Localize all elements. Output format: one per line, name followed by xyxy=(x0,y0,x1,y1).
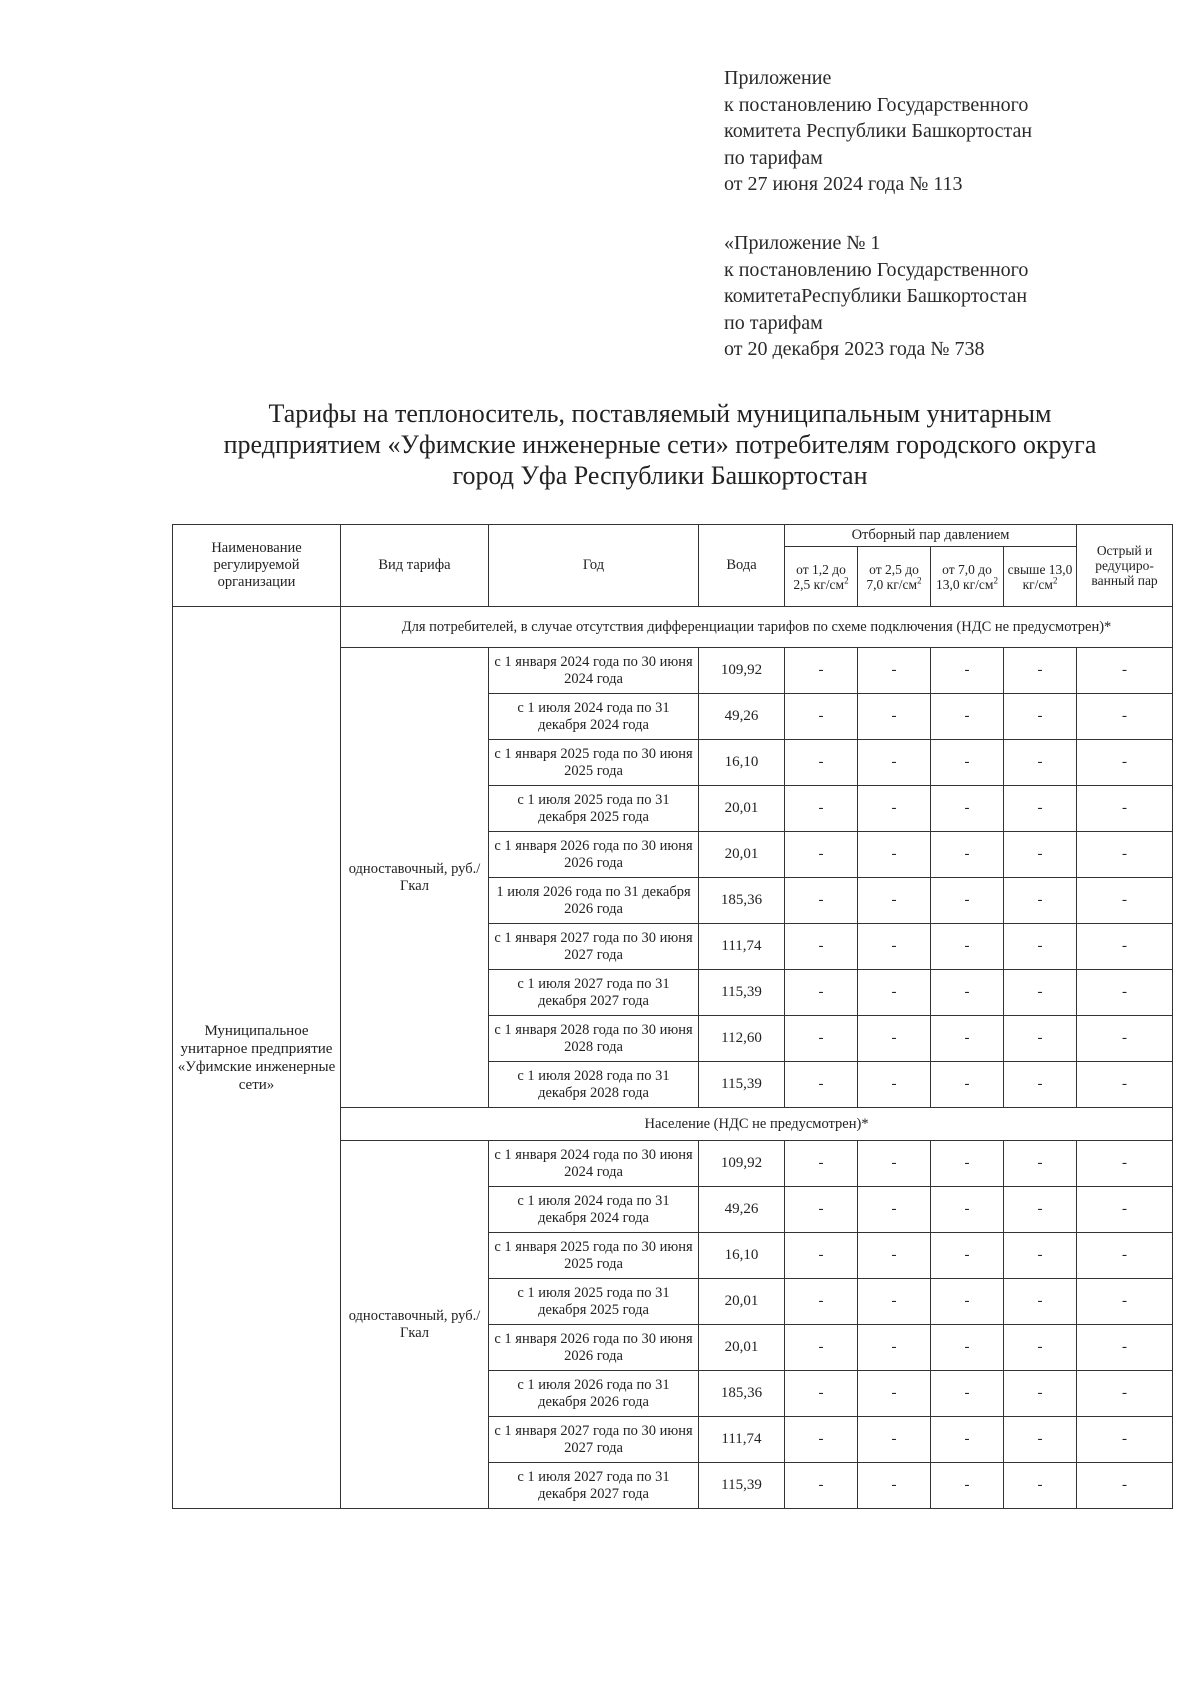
period-cell: с 1 января 2027 года по 30 июня 2027 года xyxy=(489,924,699,970)
empty-tariff-cell: - xyxy=(858,786,931,832)
empty-tariff-cell: - xyxy=(1004,1279,1077,1325)
empty-tariff-cell: - xyxy=(931,1016,1004,1062)
empty-tariff-cell: - xyxy=(785,878,858,924)
period-cell: с 1 июля 2027 года по 31 декабря 2027 года xyxy=(489,970,699,1016)
empty-tariff-cell: - xyxy=(1004,1062,1077,1108)
empty-tariff-cell: - xyxy=(931,970,1004,1016)
empty-tariff-cell: - xyxy=(858,1016,931,1062)
water-tariff-cell: 16,10 xyxy=(699,740,785,786)
period-cell: с 1 января 2025 года по 30 июня 2025 года xyxy=(489,740,699,786)
period-cell: с 1 июля 2025 года по 31 декабря 2025 года xyxy=(489,786,699,832)
period-cell: с 1 июля 2024 года по 31 декабря 2024 года xyxy=(489,694,699,740)
empty-tariff-cell: - xyxy=(1077,878,1173,924)
steam-unit: кг/см xyxy=(813,576,845,592)
empty-tariff-cell: - xyxy=(931,648,1004,694)
water-tariff-cell: 49,26 xyxy=(699,694,785,740)
appendix-line: от 27 июня 2024 года № 113 xyxy=(724,173,963,195)
empty-tariff-cell: - xyxy=(1077,832,1173,878)
header-organization: Наименование регулируемой организации xyxy=(173,525,341,607)
empty-tariff-cell: - xyxy=(785,1371,858,1417)
title-line: Тарифы на теплоноситель, поставляемый муниципальным унитарным xyxy=(268,399,1052,428)
tariff-type-cell: одноставочный, руб./Гкал xyxy=(341,648,489,1108)
empty-tariff-cell: - xyxy=(1004,924,1077,970)
empty-tariff-cell: - xyxy=(785,694,858,740)
empty-tariff-cell: - xyxy=(931,832,1004,878)
empty-tariff-cell: - xyxy=(785,1187,858,1233)
period-cell: 1 июля 2026 года по 31 декабря 2026 года xyxy=(489,878,699,924)
empty-tariff-cell: - xyxy=(1077,924,1173,970)
water-tariff-cell: 111,74 xyxy=(699,1417,785,1463)
empty-tariff-cell: - xyxy=(931,786,1004,832)
organization-name: Муниципальное унитарное предприятие «Уфимские инженерные сети» xyxy=(173,607,341,1509)
period-cell: с 1 июля 2027 года по 31 декабря 2027 года xyxy=(489,1463,699,1509)
appendix-line: к постановлению Государственного xyxy=(724,93,1029,116)
header-steam-3 xyxy=(931,547,1004,607)
period-cell: с 1 июля 2028 года по 31 декабря 2028 года xyxy=(489,1062,699,1108)
empty-tariff-cell: - xyxy=(931,1279,1004,1325)
empty-tariff-cell: - xyxy=(1004,1417,1077,1463)
empty-tariff-cell: - xyxy=(1004,694,1077,740)
empty-tariff-cell: - xyxy=(785,648,858,694)
title-line: город Уфа Республики Башкортостан xyxy=(452,461,868,490)
empty-tariff-cell: - xyxy=(785,1325,858,1371)
appendix-line: комитета Республики Башкортостан xyxy=(724,120,1033,142)
water-tariff-cell: 16,10 xyxy=(699,1233,785,1279)
empty-tariff-cell: - xyxy=(1077,970,1173,1016)
empty-tariff-cell: - xyxy=(1077,1463,1173,1509)
empty-tariff-cell: - xyxy=(785,832,858,878)
tariff-table xyxy=(172,524,1173,1509)
steam-unit: кг/см xyxy=(1022,576,1053,592)
empty-tariff-cell: - xyxy=(785,924,858,970)
empty-tariff-cell: - xyxy=(1004,648,1077,694)
period-cell: с 1 января 2025 года по 30 июня 2025 года xyxy=(489,1233,699,1279)
steam-unit-exponent: 2 xyxy=(844,575,849,585)
empty-tariff-cell: - xyxy=(858,1279,931,1325)
empty-tariff-cell: - xyxy=(931,1463,1004,1509)
period-cell: с 1 июля 2024 года по 31 декабря 2024 года xyxy=(489,1187,699,1233)
empty-tariff-cell: - xyxy=(1004,786,1077,832)
header-steam-2 xyxy=(858,547,931,607)
empty-tariff-cell: - xyxy=(858,648,931,694)
section-title: Население (НДС не предусмотрен)* xyxy=(341,1108,1173,1141)
empty-tariff-cell: - xyxy=(1004,1463,1077,1509)
water-tariff-cell: 115,39 xyxy=(699,1062,785,1108)
empty-tariff-cell: - xyxy=(931,694,1004,740)
steam-unit-exponent: 2 xyxy=(917,575,922,585)
water-tariff-cell: 20,01 xyxy=(699,786,785,832)
appendix-note-2 xyxy=(724,230,1028,363)
empty-tariff-cell: - xyxy=(1004,1233,1077,1279)
water-tariff-cell: 20,01 xyxy=(699,832,785,878)
appendix-note-1 xyxy=(724,65,1032,198)
empty-tariff-cell: - xyxy=(1077,786,1173,832)
appendix-line: Приложение xyxy=(724,67,832,89)
steam-range: от 1,2 до 2,5 xyxy=(793,561,846,592)
empty-tariff-cell: - xyxy=(931,1233,1004,1279)
water-tariff-cell: 111,74 xyxy=(699,924,785,970)
steam-range: от 7,0 до 13,0 xyxy=(936,561,992,592)
steam-unit-exponent: 2 xyxy=(993,575,998,585)
scan-speck xyxy=(1140,1625,1160,1637)
water-tariff-cell: 49,26 xyxy=(699,1187,785,1233)
period-cell: с 1 июля 2026 года по 31 декабря 2026 года xyxy=(489,1371,699,1417)
empty-tariff-cell: - xyxy=(858,1371,931,1417)
header-water: Вода xyxy=(699,525,785,607)
empty-tariff-cell: - xyxy=(1077,1325,1173,1371)
period-cell: с 1 января 2026 года по 30 июня 2026 года xyxy=(489,832,699,878)
steam-range: от 2,5 до 7,0 xyxy=(866,561,919,592)
header-steam-group: Отборный пар давлением xyxy=(785,525,1077,547)
empty-tariff-cell: - xyxy=(1077,1187,1173,1233)
empty-tariff-cell: - xyxy=(785,1016,858,1062)
empty-tariff-cell: - xyxy=(785,1141,858,1187)
appendix-line: по тарифам xyxy=(724,311,823,334)
period-cell: с 1 января 2024 года по 30 июня 2024 года xyxy=(489,648,699,694)
empty-tariff-cell: - xyxy=(1004,832,1077,878)
steam-unit: кг/см xyxy=(886,576,918,592)
empty-tariff-cell: - xyxy=(1004,1325,1077,1371)
steam-unit-exponent: 2 xyxy=(1052,575,1058,585)
water-tariff-cell: 185,36 xyxy=(699,878,785,924)
empty-tariff-cell: - xyxy=(858,1417,931,1463)
empty-tariff-cell: - xyxy=(931,1187,1004,1233)
appendix-line: к постановлению Государственного xyxy=(724,258,1029,281)
empty-tariff-cell: - xyxy=(1004,1016,1077,1062)
period-cell: с 1 июля 2025 года по 31 декабря 2025 года xyxy=(489,1279,699,1325)
empty-tariff-cell: - xyxy=(858,970,931,1016)
empty-tariff-cell: - xyxy=(858,1062,931,1108)
empty-tariff-cell: - xyxy=(785,740,858,786)
header-steam-1 xyxy=(785,547,858,607)
empty-tariff-cell: - xyxy=(1077,1233,1173,1279)
period-cell: с 1 января 2024 года по 30 июня 2024 года xyxy=(489,1141,699,1187)
empty-tariff-cell: - xyxy=(931,740,1004,786)
empty-tariff-cell: - xyxy=(1077,648,1173,694)
tariff-type-cell: одноставочный, руб./Гкал xyxy=(341,1141,489,1509)
section-header-row xyxy=(173,607,1173,648)
appendix-line: по тарифам xyxy=(724,146,823,169)
empty-tariff-cell: - xyxy=(1077,1279,1173,1325)
water-tariff-cell: 112,60 xyxy=(699,1016,785,1062)
empty-tariff-cell: - xyxy=(858,1187,931,1233)
empty-tariff-cell: - xyxy=(1004,1371,1077,1417)
empty-tariff-cell: - xyxy=(931,1325,1004,1371)
empty-tariff-cell: - xyxy=(785,1233,858,1279)
empty-tariff-cell: - xyxy=(1004,1187,1077,1233)
empty-tariff-cell: - xyxy=(785,1417,858,1463)
empty-tariff-cell: - xyxy=(1077,1417,1173,1463)
empty-tariff-cell: - xyxy=(1077,1371,1173,1417)
empty-tariff-cell: - xyxy=(1077,694,1173,740)
empty-tariff-cell: - xyxy=(785,1463,858,1509)
period-cell: с 1 января 2028 года по 30 июня 2028 года xyxy=(489,1016,699,1062)
empty-tariff-cell: - xyxy=(931,1062,1004,1108)
empty-tariff-cell: - xyxy=(931,1371,1004,1417)
empty-tariff-cell: - xyxy=(858,694,931,740)
empty-tariff-cell: - xyxy=(931,1417,1004,1463)
period-cell: с 1 января 2027 года по 30 июня 2027 года xyxy=(489,1417,699,1463)
empty-tariff-cell: - xyxy=(858,1463,931,1509)
empty-tariff-cell: - xyxy=(785,1279,858,1325)
water-tariff-cell: 20,01 xyxy=(699,1325,785,1371)
header-tariff-type: Вид тарифа xyxy=(341,525,489,607)
header-year: Год xyxy=(489,525,699,607)
empty-tariff-cell: - xyxy=(785,970,858,1016)
section-title: Для потребителей, в случае отсутствия дифференциации тарифов по схеме подключения (НДС не предусмотрен)* xyxy=(341,607,1173,648)
empty-tariff-cell: - xyxy=(785,786,858,832)
empty-tariff-cell: - xyxy=(858,832,931,878)
header-steam-4 xyxy=(1004,547,1077,607)
empty-tariff-cell: - xyxy=(858,924,931,970)
steam-unit: кг/см xyxy=(963,576,994,592)
empty-tariff-cell: - xyxy=(858,1325,931,1371)
header-sharp-steam: Острый и редуциро-ванный пар xyxy=(1077,525,1173,607)
title-line: предприятием «Уфимские инженерные сети» потребителям городского округа xyxy=(223,430,1097,459)
empty-tariff-cell: - xyxy=(858,878,931,924)
period-cell: с 1 января 2026 года по 30 июня 2026 года xyxy=(489,1325,699,1371)
empty-tariff-cell: - xyxy=(931,878,1004,924)
water-tariff-cell: 115,39 xyxy=(699,970,785,1016)
water-tariff-cell: 109,92 xyxy=(699,1141,785,1187)
steam-range: свыше 13,0 xyxy=(1007,561,1073,577)
empty-tariff-cell: - xyxy=(858,1141,931,1187)
empty-tariff-cell: - xyxy=(858,740,931,786)
appendix-line: «Приложение № 1 xyxy=(724,232,881,254)
water-tariff-cell: 20,01 xyxy=(699,1279,785,1325)
empty-tariff-cell: - xyxy=(1077,1016,1173,1062)
water-tariff-cell: 185,36 xyxy=(699,1371,785,1417)
empty-tariff-cell: - xyxy=(931,924,1004,970)
empty-tariff-cell: - xyxy=(931,1141,1004,1187)
empty-tariff-cell: - xyxy=(1004,878,1077,924)
document-title xyxy=(160,398,1160,491)
appendix-line: комитетаРеспублики Башкортостан xyxy=(724,285,1028,307)
empty-tariff-cell: - xyxy=(1004,740,1077,786)
empty-tariff-cell: - xyxy=(1077,1141,1173,1187)
empty-tariff-cell: - xyxy=(1077,1062,1173,1108)
empty-tariff-cell: - xyxy=(1004,970,1077,1016)
empty-tariff-cell: - xyxy=(858,1233,931,1279)
water-tariff-cell: 115,39 xyxy=(699,1463,785,1509)
empty-tariff-cell: - xyxy=(1004,1141,1077,1187)
appendix-line: от 20 декабря 2023 года № 738 xyxy=(724,338,985,360)
empty-tariff-cell: - xyxy=(1077,740,1173,786)
empty-tariff-cell: - xyxy=(785,1062,858,1108)
water-tariff-cell: 109,92 xyxy=(699,648,785,694)
